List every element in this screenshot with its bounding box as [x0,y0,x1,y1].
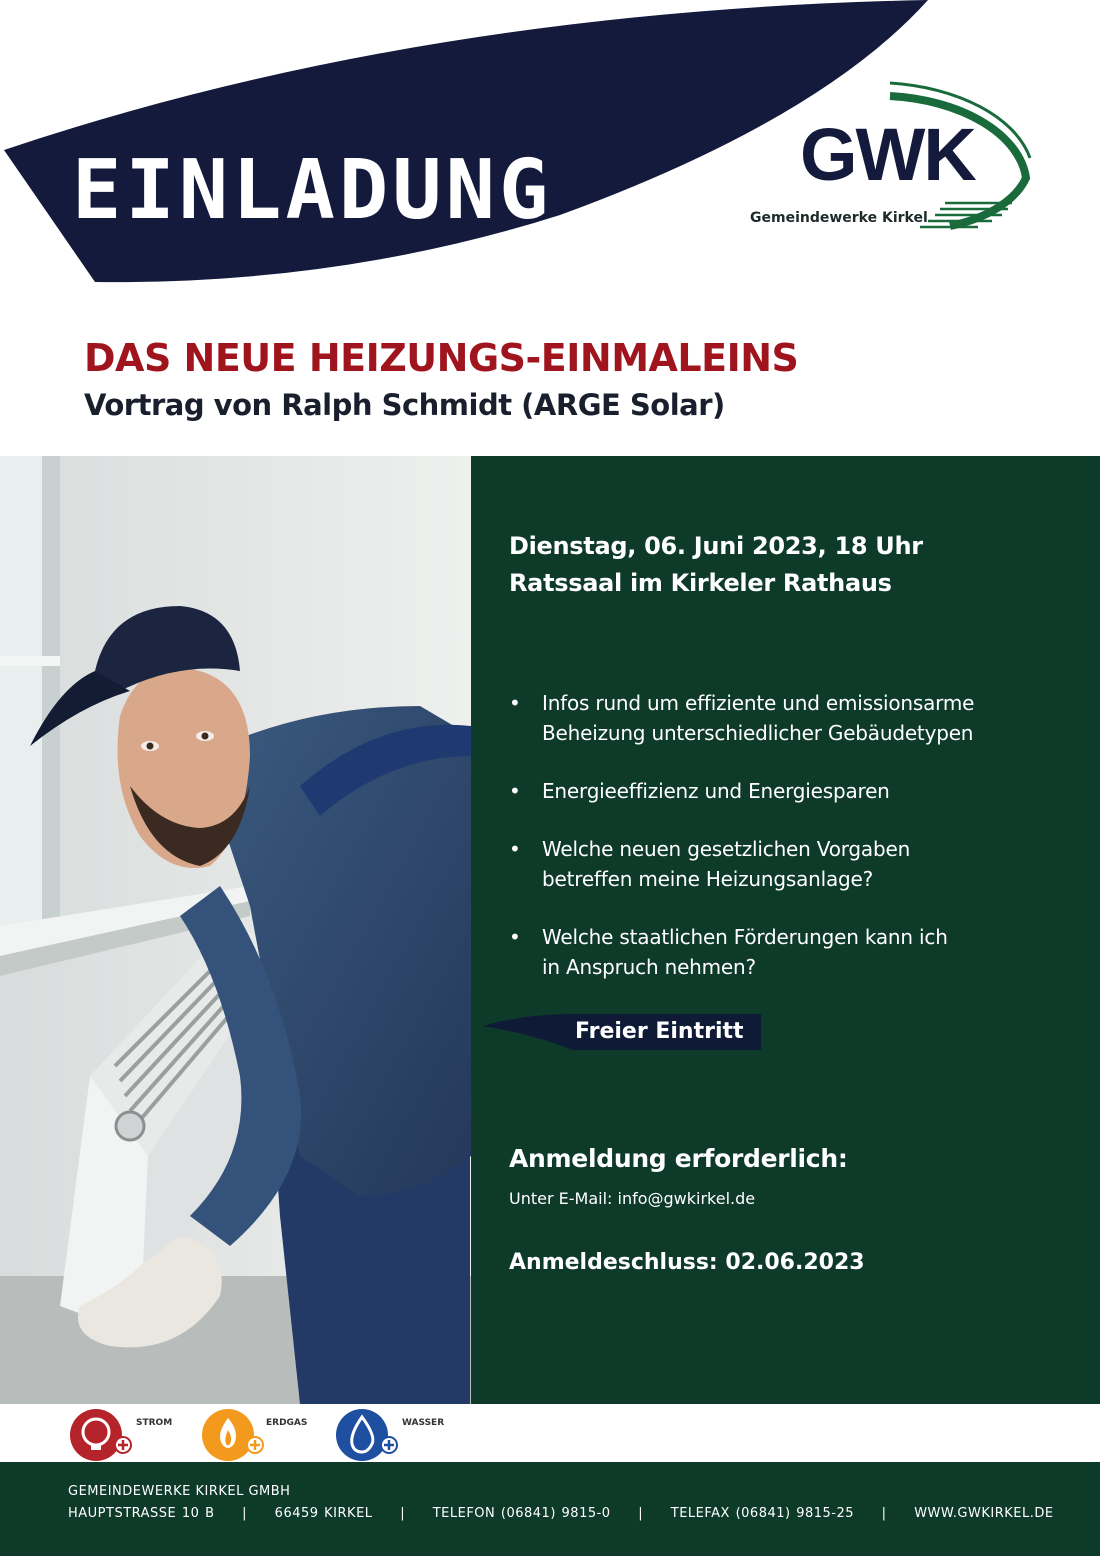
footer-separator: | [242,1506,248,1521]
footer-separator: | [400,1506,406,1521]
utility-label: STROM [136,1418,173,1428]
topic-line: Energieeffizienz und Energiesparen [542,779,890,803]
topic-item [509,922,1069,982]
topic-line: in Anspruch nehmen? [542,955,756,979]
footer-company: GEMEINDEWERKE KIRKEL GMBH [68,1484,291,1499]
footer-fax: TELEFAX (06841) 9815-25 [670,1506,855,1521]
utility-label: WASSER [402,1418,445,1428]
event-date-time: Dienstag, 06. Juni 2023, 18 Uhr [509,532,923,560]
utility-label: ERDGAS [266,1418,308,1428]
topic-line: betreffen meine Heizungsanlage? [542,867,874,891]
lightbulb-icon [68,1408,134,1462]
bullet-icon: • [509,691,521,715]
utility-strip [0,1404,1100,1462]
logo-mark: GWK [800,113,975,196]
utility-wasser [334,1408,445,1462]
invitation-title: EINLADUNG [72,143,553,238]
utility-erdgas [200,1408,308,1462]
topic-line: Welche neuen gesetzlichen Vorgaben [542,837,911,861]
topic-line: Welche staatlichen Förderungen kann ich [542,925,948,949]
bullet-icon: • [509,779,521,803]
footer-website-link[interactable]: WWW.GWKIRKEL.DE [914,1506,1054,1521]
logo-subtitle: Gemeindewerke Kirkel [750,210,928,226]
photo-illustration [0,456,471,1404]
topic-list [509,688,1069,1010]
footer-separator: | [881,1506,887,1521]
flame-icon [200,1408,266,1462]
footer-street: HAUPTSTRASSE 10 B [68,1506,215,1521]
technician-photo [0,456,471,1404]
event-subheadline: Vortrag von Ralph Schmidt (ARGE Solar) [84,388,725,422]
topic-item [509,688,1069,748]
bullet-icon: • [509,925,521,949]
event-location: Ratssaal im Kirkeler Rathaus [509,569,892,597]
gwk-logo [740,78,1040,238]
utility-strom [68,1408,173,1462]
topic-line: Beheizung unterschiedlicher Gebäudetypen [542,721,974,745]
topic-item [509,776,1069,806]
free-entry-label: Freier Eintritt [575,1019,744,1044]
registration-contact: Unter E-Mail: info@gwkirkel.de [509,1189,756,1208]
topic-item [509,834,1069,894]
footer-contact-line [68,1506,1054,1521]
registration-title: Anmeldung erforderlich: [509,1144,848,1173]
registration-deadline: Anmeldeschluss: 02.06.2023 [509,1250,865,1275]
topic-line: Infos rund um effiziente und emissionsarme [542,691,975,715]
bullet-icon: • [509,837,521,861]
footer-phone: TELEFON (06841) 9815-0 [432,1506,611,1521]
footer-separator: | [638,1506,644,1521]
footer [0,1462,1100,1556]
info-panel [471,456,1100,1404]
event-headline: DAS NEUE HEIZUNGS-EINMALEINS [84,336,799,380]
footer-city: 66459 KIRKEL [274,1506,373,1521]
water-drop-icon [334,1408,400,1462]
